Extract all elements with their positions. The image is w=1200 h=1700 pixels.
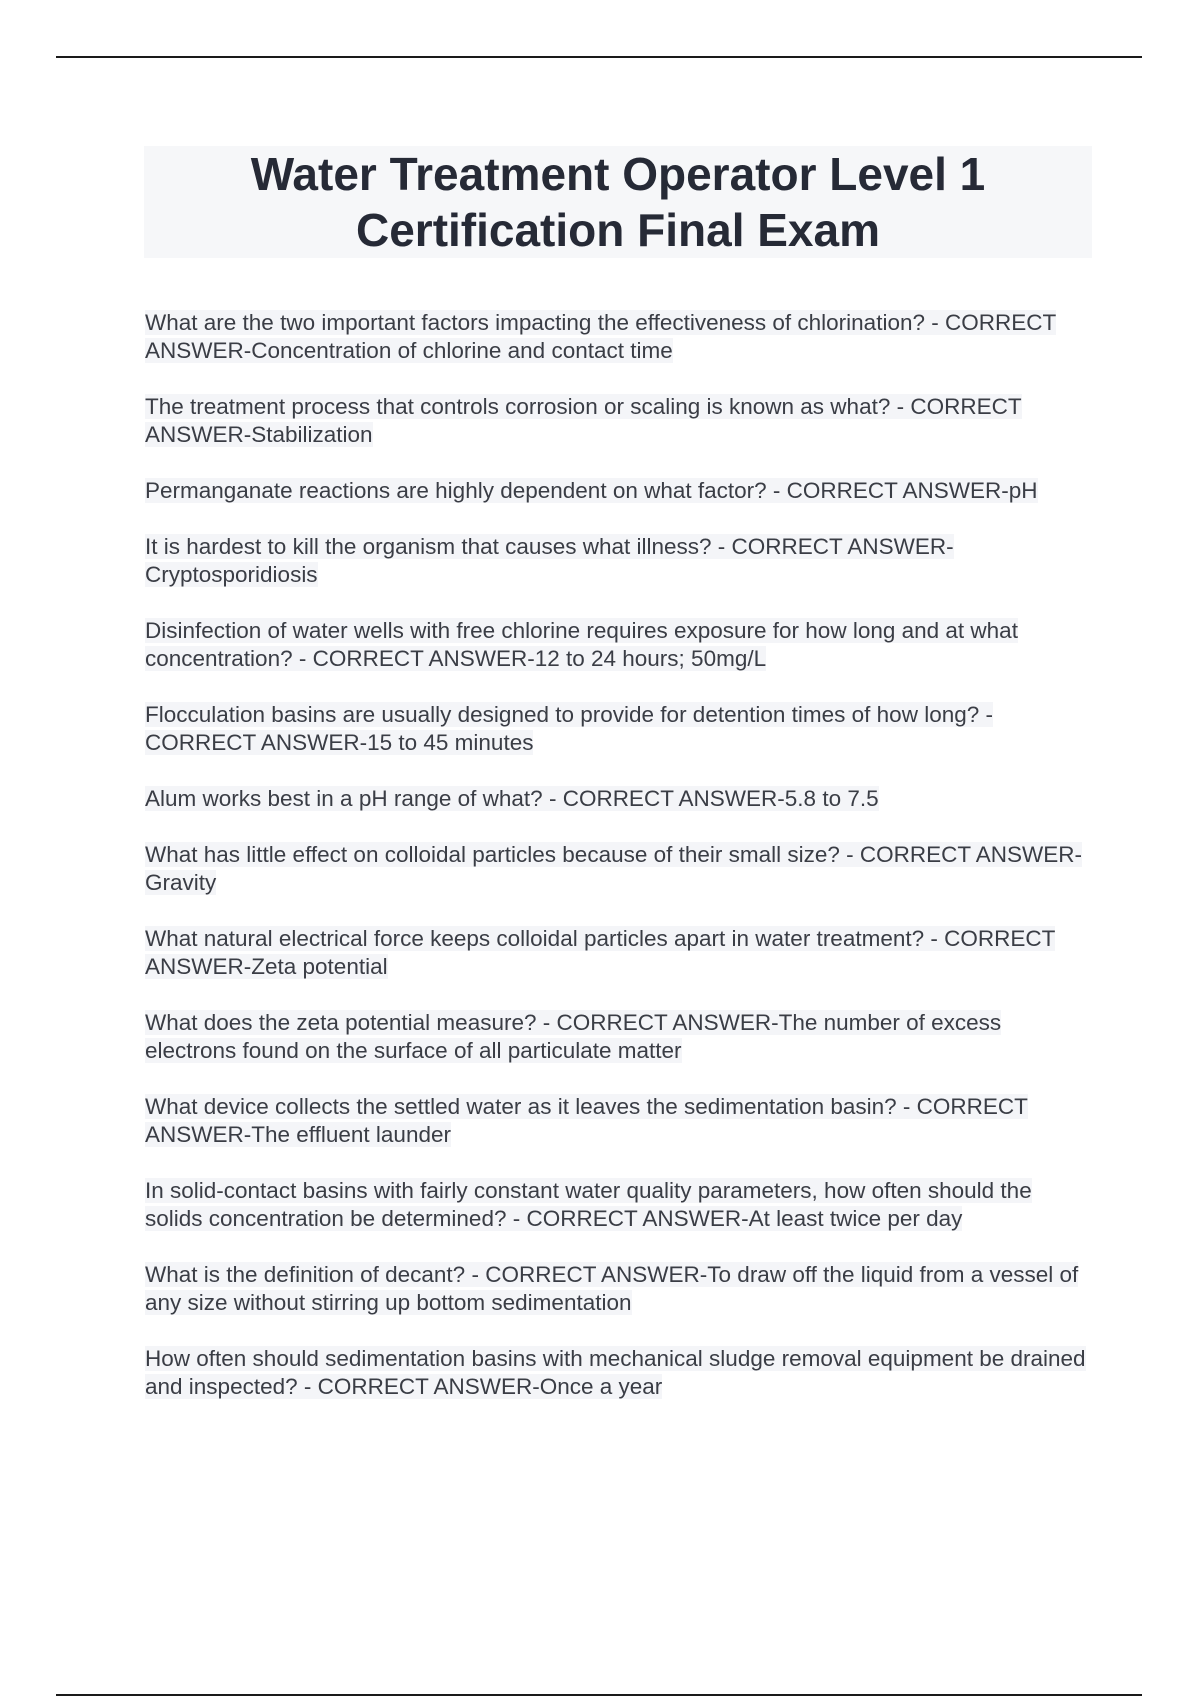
title-line-1: Water Treatment Operator Level 1 [250, 148, 986, 200]
question-item: What are the two important factors impacting the effectiveness of chlorination? - CORRECT ANSWER-Concentration of chlorine and contact time [145, 310, 1057, 363]
document-title [144, 146, 1092, 258]
question-item: Flocculation basins are usually designed to provide for detention times of how long? - CORRECT ANSWER-15 to 45 minutes [145, 702, 993, 755]
question-item: What does the zeta potential measure? - CORRECT ANSWER-The number of excess electrons found on the surface of all particulate matter [145, 1010, 1002, 1063]
question-item: Disinfection of water wells with free chlorine requires exposure for how long and at what concentration? - CORRECT ANSWER-12 to 24 hours; 50mg/L [145, 618, 1018, 671]
question-item: What is the definition of decant? - CORRECT ANSWER-To draw off the liquid from a vessel of any size without stirring up bottom sedimentation [145, 1262, 1079, 1315]
question-item: It is hardest to kill the organism that causes what illness? - CORRECT ANSWER-Cryptosporidiosis [145, 534, 954, 587]
top-divider [56, 56, 1142, 58]
question-item: What has little effect on colloidal particles because of their small size? - CORRECT ANSWER-Gravity [145, 842, 1083, 895]
question-list [145, 309, 1093, 1429]
question-item: In solid-contact basins with fairly constant water quality parameters, how often should the solids concentration be determined? - CORRECT ANSWER-At least twice per day [145, 1178, 1032, 1231]
question-item: What natural electrical force keeps colloidal particles apart in water treatment? - CORRECT ANSWER-Zeta potential [145, 926, 1056, 979]
question-item: What device collects the settled water as it leaves the sedimentation basin? - CORRECT ANSWER-The effluent launder [145, 1094, 1028, 1147]
title-block [144, 146, 1092, 258]
question-item: How often should sedimentation basins with mechanical sludge removal equipment be drained and inspected? - CORRECT ANSWER-Once a year [145, 1346, 1086, 1399]
question-item: Alum works best in a pH range of what? - CORRECT ANSWER-5.8 to 7.5 [145, 786, 879, 811]
bottom-divider [56, 1694, 1142, 1696]
question-item: The treatment process that controls corrosion or scaling is known as what? - CORRECT ANSWER-Stabilization [145, 394, 1022, 447]
title-line-2: Certification Final Exam [355, 204, 880, 256]
question-item: Permanganate reactions are highly dependent on what factor? - CORRECT ANSWER-pH [145, 478, 1038, 503]
